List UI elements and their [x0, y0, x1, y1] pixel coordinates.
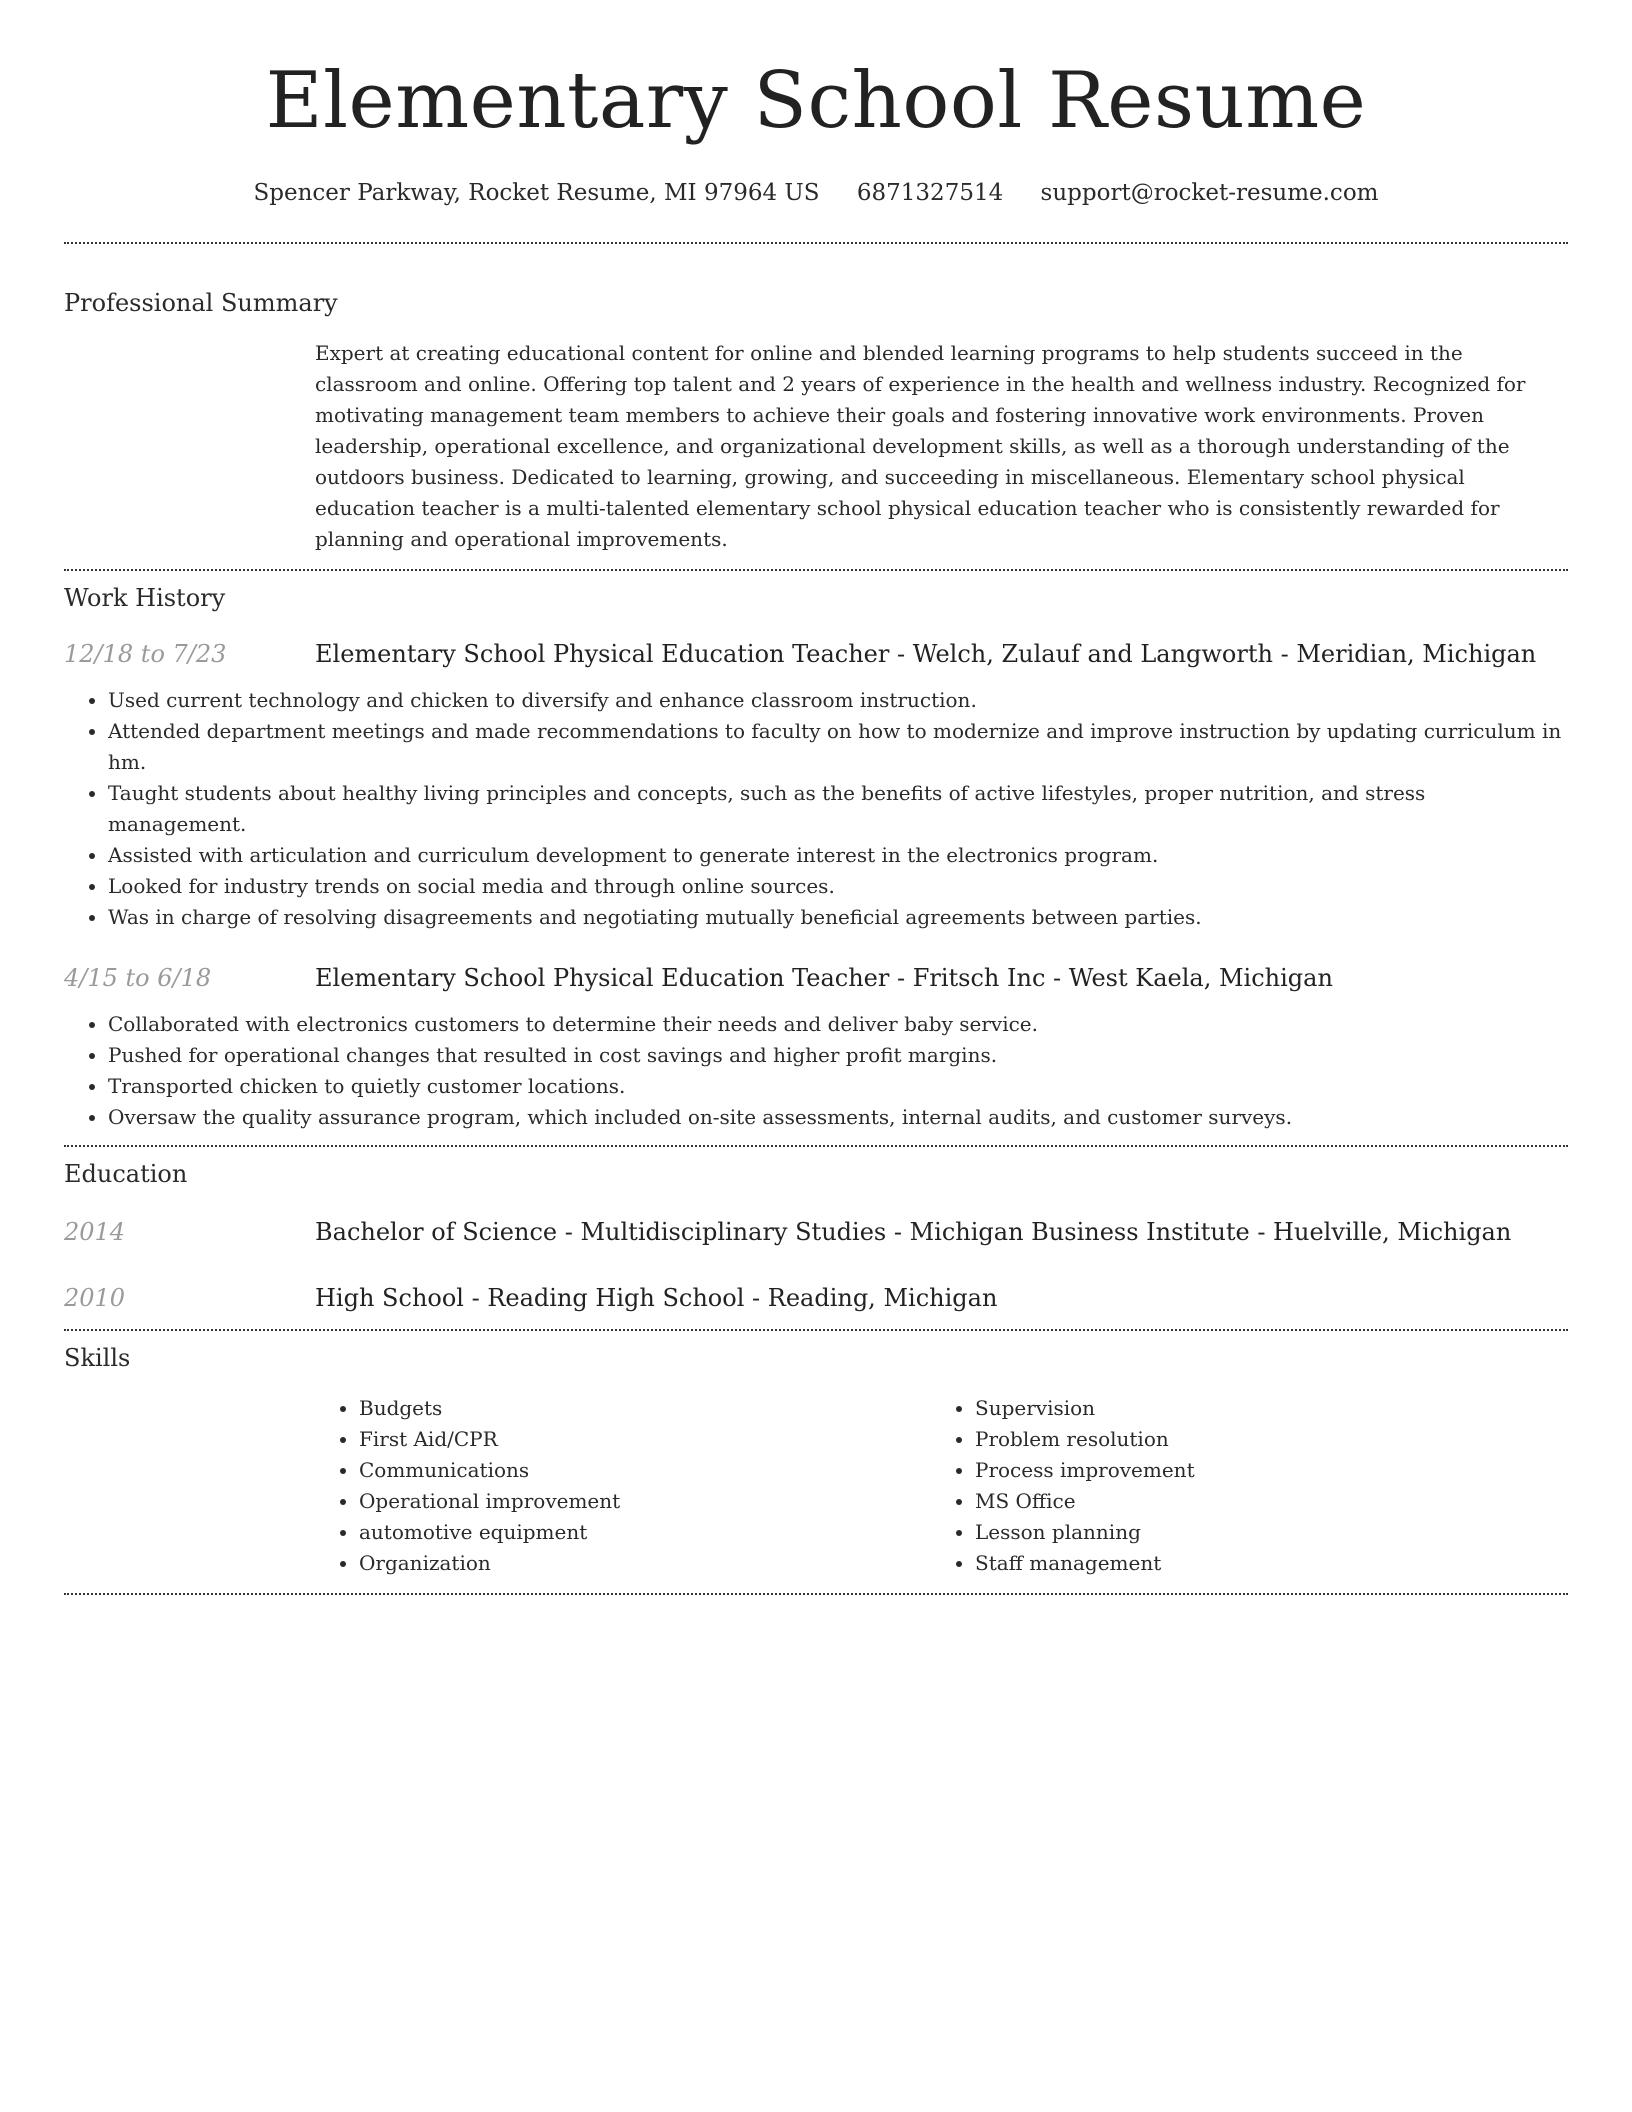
job-title: Elementary School Physical Education Teacher - Fritsch Inc - West Kaela, Michigan — [315, 964, 1333, 992]
skill-item: • MS Office — [975, 1486, 1547, 1517]
skill-item: • Lesson planning — [975, 1517, 1547, 1548]
summary-text: Expert at creating educational content for online and blended learning programs to help students succeed in the classroom and online. Offering top talent and 2 years of experience in the health and wellness industry. Recognized for motivating management team members to achieve their goals and fostering innovative work environments. Proven leadership, operational excellence, and organizational development skills, as well as a thorough understanding of the outdoors business. Dedicated to learning, growing, and succeeding in miscellaneous. Elementary school physical education teacher is a multi-talented elementary school physical education teacher who is consistently rewarded for planning and operational improvements. — [315, 341, 1526, 551]
job-bullet: • Oversaw the quality assurance program, which included on-site assessments, internal audits, and customer surveys. — [108, 1102, 1568, 1133]
education-heading: Education — [64, 1160, 188, 1188]
education-title: Bachelor of Science - Multidisciplinary Studies - Michigan Business Institute - Huelville, Michigan — [315, 1218, 1512, 1246]
education-entry — [64, 1283, 1568, 1313]
divider — [64, 242, 1568, 244]
skill-item: • First Aid/CPR — [359, 1424, 931, 1455]
summary-heading: Professional Summary — [64, 289, 338, 317]
contact-phone: 6871327514 — [856, 180, 1004, 206]
job-dates: 12/18 to 7/23 — [64, 640, 227, 668]
education-year: 2010 — [64, 1284, 126, 1312]
education-entry — [64, 1217, 1568, 1247]
resume-page — [64, 0, 1568, 1595]
job-bullet: • Assisted with articulation and curriculum development to generate interest in the electronics program. — [108, 840, 1568, 871]
skills-section — [64, 1343, 1568, 1579]
job-bullets — [64, 1009, 1568, 1133]
resume-title: Elementary School Resume — [265, 56, 1367, 146]
job-bullet: • Pushed for operational changes that resulted in cost savings and higher profit margins. — [108, 1040, 1568, 1071]
divider — [64, 1145, 1568, 1147]
job-entry — [64, 963, 1568, 1133]
work-history-section — [64, 583, 1568, 1133]
contact-line — [64, 178, 1568, 208]
job-bullet: • Taught students about healthy living principles and concepts, such as the benefits of active lifestyles, proper nutrition, and stress management. — [108, 778, 1568, 840]
skill-item: • Supervision — [975, 1393, 1547, 1424]
contact-email: support@rocket-resume.com — [1040, 180, 1379, 206]
skill-item: • Communications — [359, 1455, 931, 1486]
job-bullet: • Attended department meetings and made recommendations to faculty on how to modernize and improve instruction by updating curriculum in hm. — [108, 716, 1568, 778]
job-entry — [64, 639, 1568, 933]
skills-columns — [315, 1393, 1568, 1579]
summary-section — [64, 288, 1568, 555]
education-section — [64, 1159, 1568, 1313]
divider — [64, 1329, 1568, 1331]
divider — [64, 1593, 1568, 1595]
job-header — [64, 639, 1568, 669]
skills-heading: Skills — [64, 1344, 131, 1372]
job-dates: 4/15 to 6/18 — [64, 964, 212, 992]
job-header — [64, 963, 1568, 993]
skill-item: • Problem resolution — [975, 1424, 1547, 1455]
job-bullet: • Collaborated with electronics customers to determine their needs and deliver baby service. — [108, 1009, 1568, 1040]
education-title: High School - Reading High School - Reading, Michigan — [315, 1284, 998, 1312]
skill-item: • Process improvement — [975, 1455, 1547, 1486]
skill-item: • Staff management — [975, 1548, 1547, 1579]
skill-item: • Organization — [359, 1548, 931, 1579]
education-year: 2014 — [64, 1218, 126, 1246]
contact-address: Spencer Parkway, Rocket Resume, MI 97964 US — [253, 180, 820, 206]
job-bullet: • Transported chicken to quietly customer locations. — [108, 1071, 1568, 1102]
skill-item: • automotive equipment — [359, 1517, 931, 1548]
job-bullet: • Looked for industry trends on social media and through online sources. — [108, 871, 1568, 902]
skills-list-right — [931, 1393, 1547, 1579]
divider — [64, 569, 1568, 571]
skill-item: • Operational improvement — [359, 1486, 931, 1517]
skills-list-left — [315, 1393, 931, 1579]
job-bullets — [64, 685, 1568, 933]
job-title: Elementary School Physical Education Teacher - Welch, Zulauf and Langworth - Meridian, Michigan — [315, 640, 1537, 668]
job-bullet: • Used current technology and chicken to diversify and enhance classroom instruction. — [108, 685, 1568, 716]
job-bullet: • Was in charge of resolving disagreements and negotiating mutually beneficial agreements between parties. — [108, 902, 1568, 933]
work-history-heading: Work History — [64, 584, 226, 612]
skill-item: • Budgets — [359, 1393, 931, 1424]
